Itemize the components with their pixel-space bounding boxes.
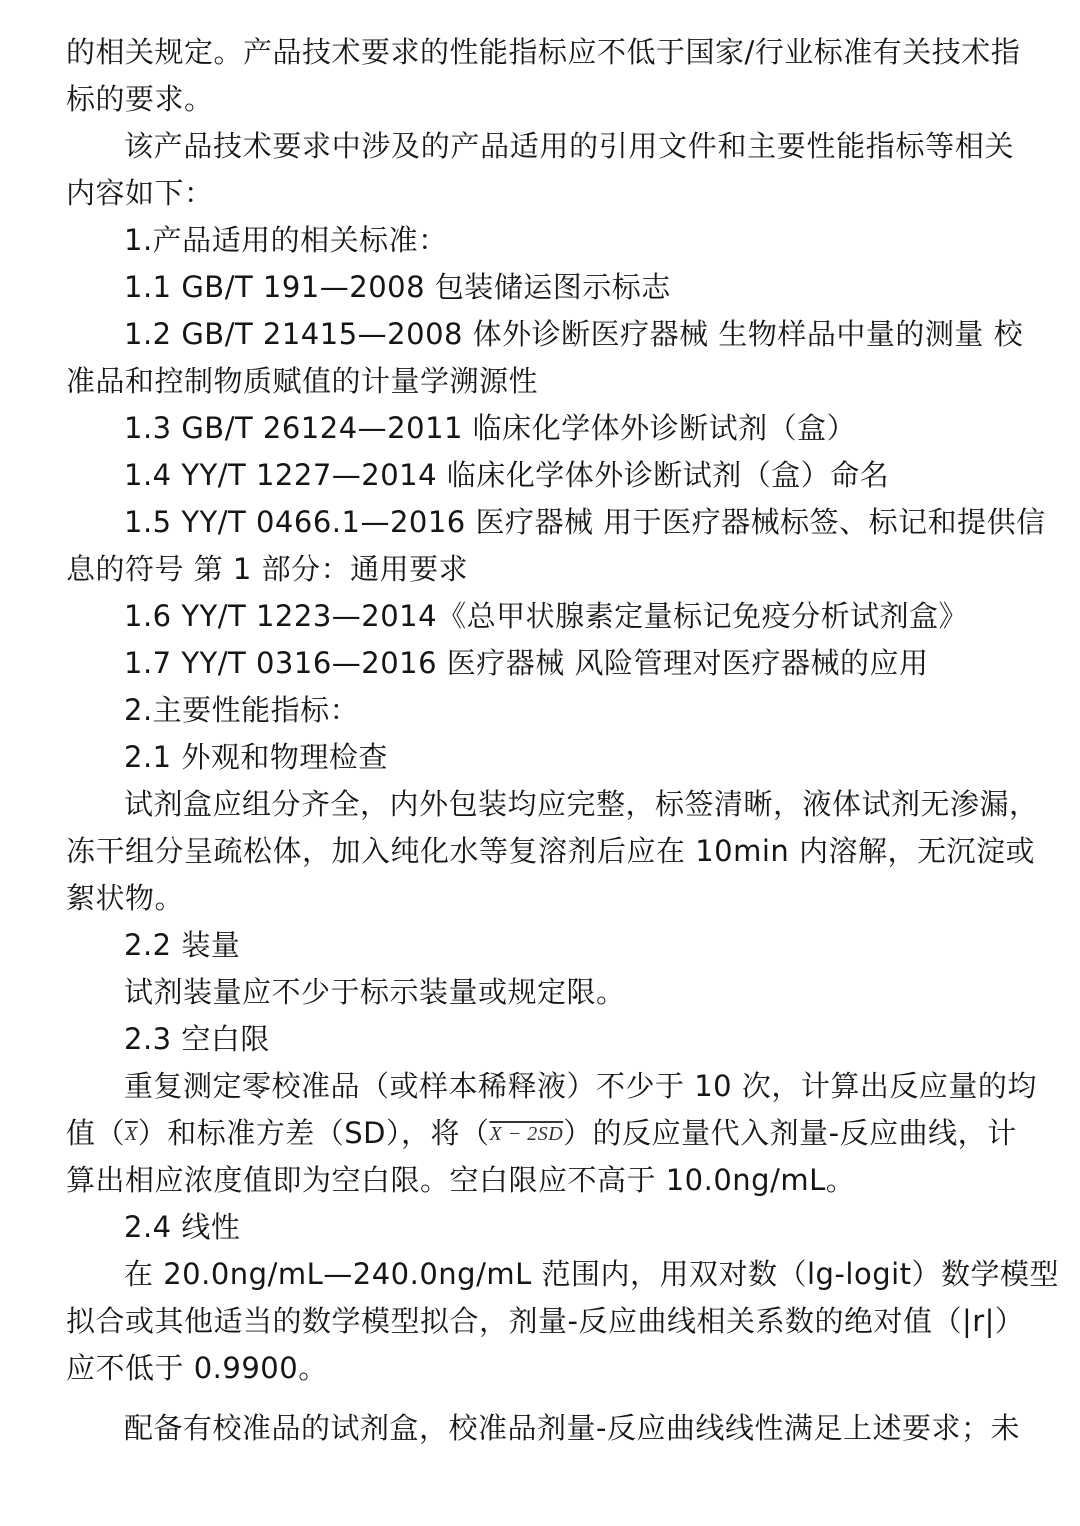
paragraph-calibrator-line-1: 配备有校准品的试剂盒，校准品剂量-反应曲线线性满足上述要求；未 bbox=[124, 1411, 1020, 1445]
standard-item-1-2: 1.2 GB/T 21415—2008 体外诊断医疗器械 生物样品中量的测量 校 bbox=[124, 317, 1024, 351]
text-line-4: 内容如下： bbox=[66, 176, 214, 210]
paragraph-2-4-line-2: 拟合或其他适当的数学模型拟合，剂量-反应曲线相关系数的绝对值（|r|） bbox=[66, 1304, 1025, 1338]
subsection-2-3-heading: 2.3 空白限 bbox=[124, 1022, 270, 1056]
mean-symbol: $\overline{X}$ bbox=[125, 1123, 138, 1145]
standard-item-1-5-cont: 息的符号 第 1 部分：通用要求 bbox=[66, 552, 469, 586]
paragraph-2-4-line-1: 在 20.0ng/mL—240.0ng/mL 范围内，用双对数（lg-logit）数学模型 bbox=[124, 1257, 1060, 1291]
formula-text-part-3: ）的反应量代入剂量-反应曲线，计 bbox=[563, 1116, 1017, 1150]
paragraph-2-4-line-3: 应不低于 0.9900。 bbox=[66, 1351, 328, 1385]
standard-item-1-4: 1.4 YY/T 1227—2014 临床化学体外诊断试剂（盒）命名 bbox=[124, 458, 890, 492]
paragraph-2-1-line-1: 试剂盒应组分齐全，内外包装均应完整，标签清晰，液体试剂无渗漏， bbox=[124, 787, 1039, 821]
standard-item-1-2-cont: 准品和控制物质赋值的计量学溯源性 bbox=[66, 364, 539, 398]
section-heading-1: 1.产品适用的相关标准： bbox=[124, 223, 448, 257]
text-line-3: 该产品技术要求中涉及的产品适用的引用文件和主要性能指标等相关 bbox=[124, 129, 1014, 163]
text-line-1: 的相关规定。产品技术要求的性能指标应不低于国家/行业标准有关技术指 bbox=[66, 35, 1021, 69]
formula-text-part-1: 值（ bbox=[66, 1116, 126, 1150]
subsection-2-2-heading: 2.2 装量 bbox=[124, 928, 241, 962]
subsection-2-4-heading: 2.4 线性 bbox=[124, 1210, 241, 1244]
formula-text-part-2: ）和标准方差（SD），将（ bbox=[137, 1116, 490, 1150]
standard-item-1-3: 1.3 GB/T 26124—2011 临床化学体外诊断试剂（盒） bbox=[124, 411, 857, 445]
paragraph-2-1-line-3: 絮状物。 bbox=[66, 881, 185, 915]
paragraph-2-1-line-2: 冻干组分呈疏松体，加入纯化水等复溶剂后应在 10min 内溶解，无沉淀或 bbox=[66, 834, 1036, 868]
paragraph-2-3-formula-line bbox=[66, 1112, 1017, 1154]
mean-minus-2sd-symbol: X − 2SD bbox=[489, 1123, 564, 1145]
paragraph-2-2: 试剂装量应不少于标示装量或规定限。 bbox=[124, 975, 626, 1009]
paragraph-2-3-line-3: 算出相应浓度值即为空白限。空白限应不高于 10.0ng/mL。 bbox=[66, 1163, 856, 1197]
standard-item-1-7: 1.7 YY/T 0316—2016 医疗器械 风险管理对医疗器械的应用 bbox=[124, 646, 929, 680]
paragraph-2-3-line-1: 重复测定零校准品（或样本稀释液）不少于 10 次，计算出反应量的均 bbox=[124, 1069, 1037, 1103]
subsection-2-1-heading: 2.1 外观和物理检查 bbox=[124, 740, 388, 774]
standard-item-1-6: 1.6 YY/T 1223—2014《总甲状腺素定量标记免疫分析试剂盒》 bbox=[124, 599, 969, 633]
standard-item-1-1: 1.1 GB/T 191—2008 包装储运图示标志 bbox=[124, 270, 671, 304]
section-heading-2: 2.主要性能指标： bbox=[124, 693, 360, 727]
standard-item-1-5: 1.5 YY/T 0466.1—2016 医疗器械 用于医疗器械标签、标记和提供信 bbox=[124, 505, 1046, 539]
text-line-2: 标的要求。 bbox=[66, 82, 214, 116]
